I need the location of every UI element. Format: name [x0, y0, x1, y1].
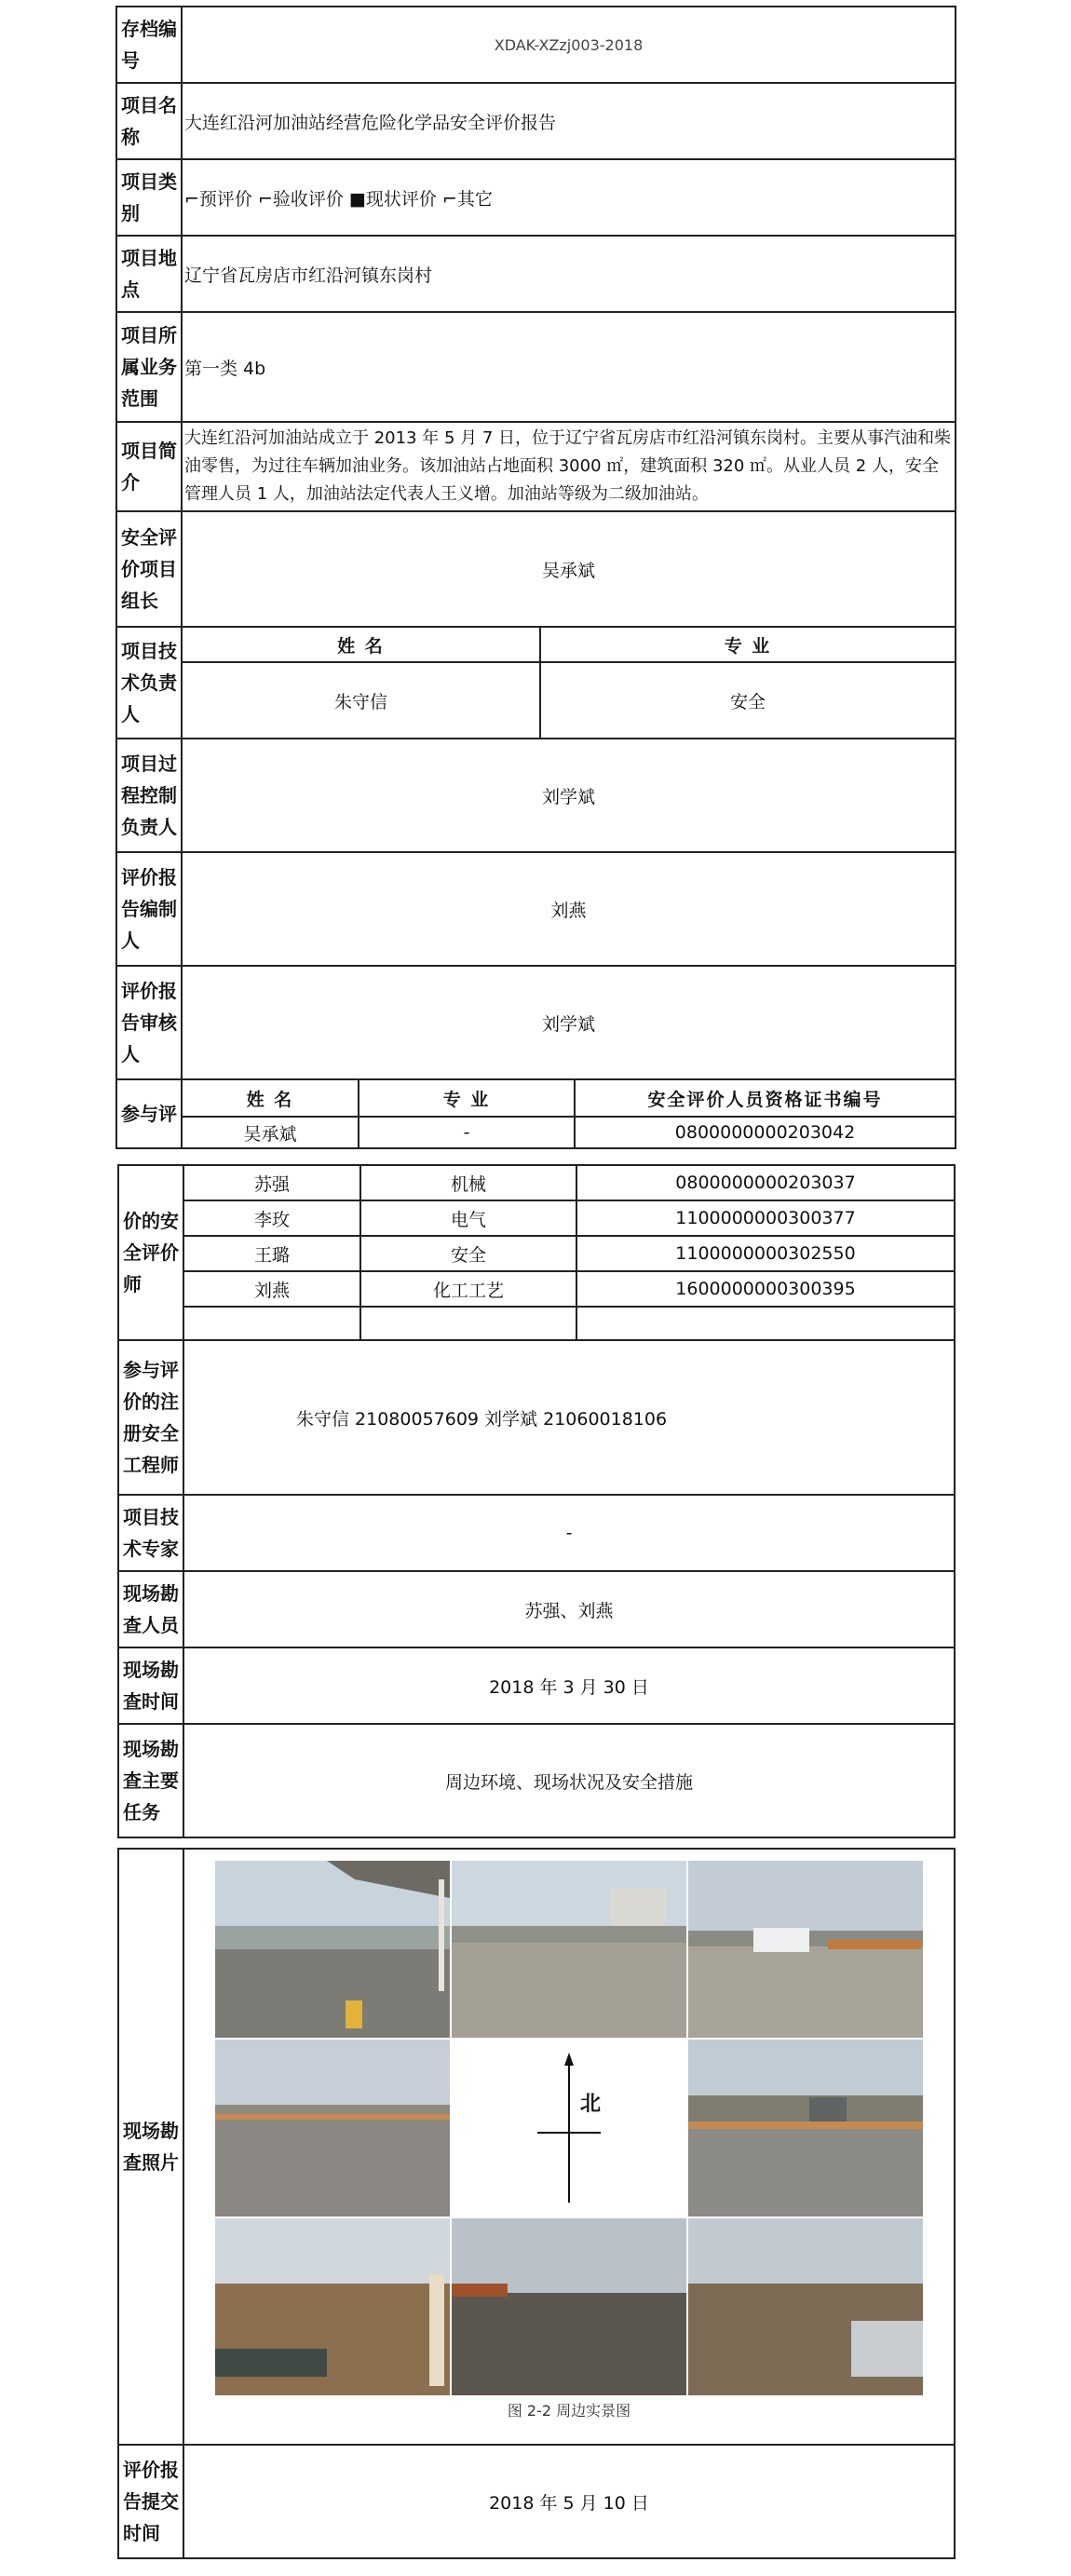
label-project-location: 项目地点: [116, 236, 182, 312]
project-type-options: [182, 159, 956, 236]
row-project-type: [116, 159, 956, 236]
photo-grid: [215, 1861, 923, 2393]
north-compass: [452, 2040, 686, 2217]
type-option-current: ■现状评价: [348, 188, 437, 210]
participant-cert: 1600000000300395: [576, 1271, 955, 1307]
participant-major: 安全: [360, 1236, 576, 1271]
label-business-scope: 项目所属业务范围: [116, 312, 182, 422]
participants-table-top: [115, 1078, 956, 1149]
participant-major: -: [359, 1117, 575, 1148]
site-photo: [452, 1861, 686, 2038]
row-tech-expert: [118, 1495, 955, 1571]
site-photo: [215, 2218, 450, 2395]
label-tech-lead: 项目技术负责人: [116, 627, 182, 739]
participant-cert: 1100000000300377: [576, 1200, 955, 1236]
site-photo: [688, 1861, 923, 2038]
checkbox-icon: ⌐: [257, 188, 273, 210]
label-process-lead: 项目过程控制负责人: [116, 739, 182, 852]
report-info-table-continued: [117, 1164, 954, 1838]
business-scope-value: 第一类 4b: [182, 312, 956, 422]
checkbox-icon: ⌐: [184, 188, 199, 210]
row-archive-no: [116, 7, 956, 83]
label-survey-time: 现场勘查时间: [118, 1647, 183, 1724]
row-participant: [118, 1165, 955, 1200]
participants-header-name: 姓 名: [182, 1079, 359, 1117]
process-lead-value: 刘学斌: [182, 739, 956, 852]
survey-task-value: 周边环境、现场状况及安全措施: [183, 1724, 955, 1837]
participant-cert: 0800000000203037: [576, 1165, 955, 1200]
row-tech-lead-header: [116, 627, 956, 662]
label-tech-expert: 项目技术专家: [118, 1495, 183, 1571]
tech-lead-major: 安全: [540, 662, 956, 739]
participant-major: 电气: [360, 1200, 576, 1236]
report-photos-table: [117, 1848, 954, 2559]
checkbox-checked-icon: ■: [348, 188, 366, 210]
type-option-other: ⌐其它: [441, 188, 493, 210]
participant-major: 机械: [360, 1165, 576, 1200]
row-survey-time: [118, 1647, 955, 1724]
participant-name: 李玫: [183, 1200, 360, 1236]
label-leader: 安全评价项目组长: [116, 511, 182, 627]
site-photo: [215, 2040, 450, 2217]
participant-major: 化工工艺: [360, 1271, 576, 1307]
leader-value: 吴承斌: [182, 511, 956, 627]
label-project-intro: 项目简介: [116, 422, 182, 511]
row-project-location: [116, 236, 956, 312]
row-participant: [116, 1117, 956, 1148]
label-reviewer: 评价报告审核人: [116, 966, 182, 1079]
tech-lead-header-name: 姓 名: [182, 627, 540, 662]
label-compiler: 评价报告编制人: [116, 852, 182, 966]
participant-cert: 0800000000203042: [575, 1117, 956, 1148]
row-participant: [118, 1236, 955, 1271]
label-participants-a: 参与评: [116, 1079, 182, 1148]
participant-name: 刘燕: [183, 1271, 360, 1307]
reviewer-value: 刘学斌: [182, 966, 956, 1079]
label-submit-time: 评价报告提交时间: [118, 2445, 183, 2558]
row-submit-time: [118, 2445, 955, 2558]
label-project-name: 项目名称: [116, 83, 182, 159]
report-info-table: [115, 6, 955, 1149]
participants-header-cert: 安全评价人员资格证书编号: [575, 1079, 956, 1117]
type-option-acceptance: ⌐验收评价: [257, 188, 344, 210]
row-leader: [116, 511, 956, 627]
tech-lead-name: 朱守信: [182, 662, 540, 739]
row-compiler: [116, 852, 956, 966]
participants-header-major: 专 业: [359, 1079, 575, 1117]
row-tech-lead: [116, 662, 956, 739]
row-project-intro: [116, 422, 956, 511]
project-location-value: 辽宁省瓦房店市红沿河镇东岗村: [182, 236, 956, 312]
survey-staff-value: 苏强、刘燕: [183, 1571, 955, 1647]
row-survey-staff: [118, 1571, 955, 1647]
submit-time-value: 2018 年 5 月 10 日: [183, 2445, 955, 2558]
reg-engineers-value: 朱守信 21080057609 刘学斌 21060018106: [183, 1340, 955, 1495]
checkbox-icon: ⌐: [441, 188, 457, 210]
participant-name: 吴承斌: [182, 1117, 359, 1148]
participant-cert: 1100000000302550: [576, 1236, 955, 1271]
label-archive-no: 存档编号: [116, 7, 182, 83]
survey-time-value: 2018 年 3 月 30 日: [183, 1647, 955, 1724]
row-participant: [118, 1271, 955, 1307]
site-photo: [688, 2218, 923, 2395]
survey-photos-cell: [183, 1849, 955, 2445]
participant-name: 苏强: [183, 1165, 360, 1200]
type-option-pre: ⌐预评价: [184, 188, 252, 210]
row-survey-photos: [118, 1849, 955, 2445]
participant-cert: [576, 1307, 955, 1340]
project-intro-value: 大连红沿河加油站成立于 2013 年 5 月 7 日，位于辽宁省瓦房店市红沿河镇东岗村。主要从事汽油和柴油零售，为过往车辆加油业务。该加油站占地面积 3000 ㎡，建筑面积 320 ㎡。从业人员 2 人，安全管理人员 1 人，加油站法定代表人王义增。加油站等级为二级加油站。: [182, 422, 956, 511]
participant-name: 王璐: [183, 1236, 360, 1271]
row-reviewer: [116, 966, 956, 1079]
row-reg-engineers: [118, 1340, 955, 1495]
label-participants-b: 价的安全评价师: [118, 1165, 183, 1340]
compiler-value: 刘燕: [182, 852, 956, 966]
label-survey-photos: 现场勘查照片: [118, 1849, 183, 2445]
archive-no-value: XDAK-XZzj003-2018: [182, 7, 956, 83]
label-survey-staff: 现场勘查人员: [118, 1571, 183, 1647]
site-photo: [452, 2218, 686, 2395]
row-participant-empty: [118, 1307, 955, 1340]
row-participants-header: [116, 1079, 956, 1117]
row-process-lead: [116, 739, 956, 852]
row-survey-task: [118, 1724, 955, 1837]
label-survey-task: 现场勘查主要任务: [118, 1724, 183, 1837]
row-participant: [118, 1200, 955, 1236]
project-name-value: 大连红沿河加油站经营危险化学品安全评价报告: [182, 83, 956, 159]
label-project-type: 项目类别: [116, 159, 182, 236]
site-photo: [688, 2040, 923, 2217]
photo-caption: 图 2-2 周边实景图: [507, 2402, 631, 2420]
row-business-scope: [116, 312, 956, 422]
tech-expert-value: -: [183, 1495, 955, 1571]
participant-name: [183, 1307, 360, 1340]
site-photo: [215, 1861, 450, 2038]
tech-lead-header-major: 专 业: [540, 627, 956, 662]
participant-major: [360, 1307, 576, 1340]
compass-north-label: 北: [580, 2093, 602, 2116]
row-project-name: [116, 83, 956, 159]
label-reg-engineers: 参与评价的注册安全工程师: [118, 1340, 183, 1495]
